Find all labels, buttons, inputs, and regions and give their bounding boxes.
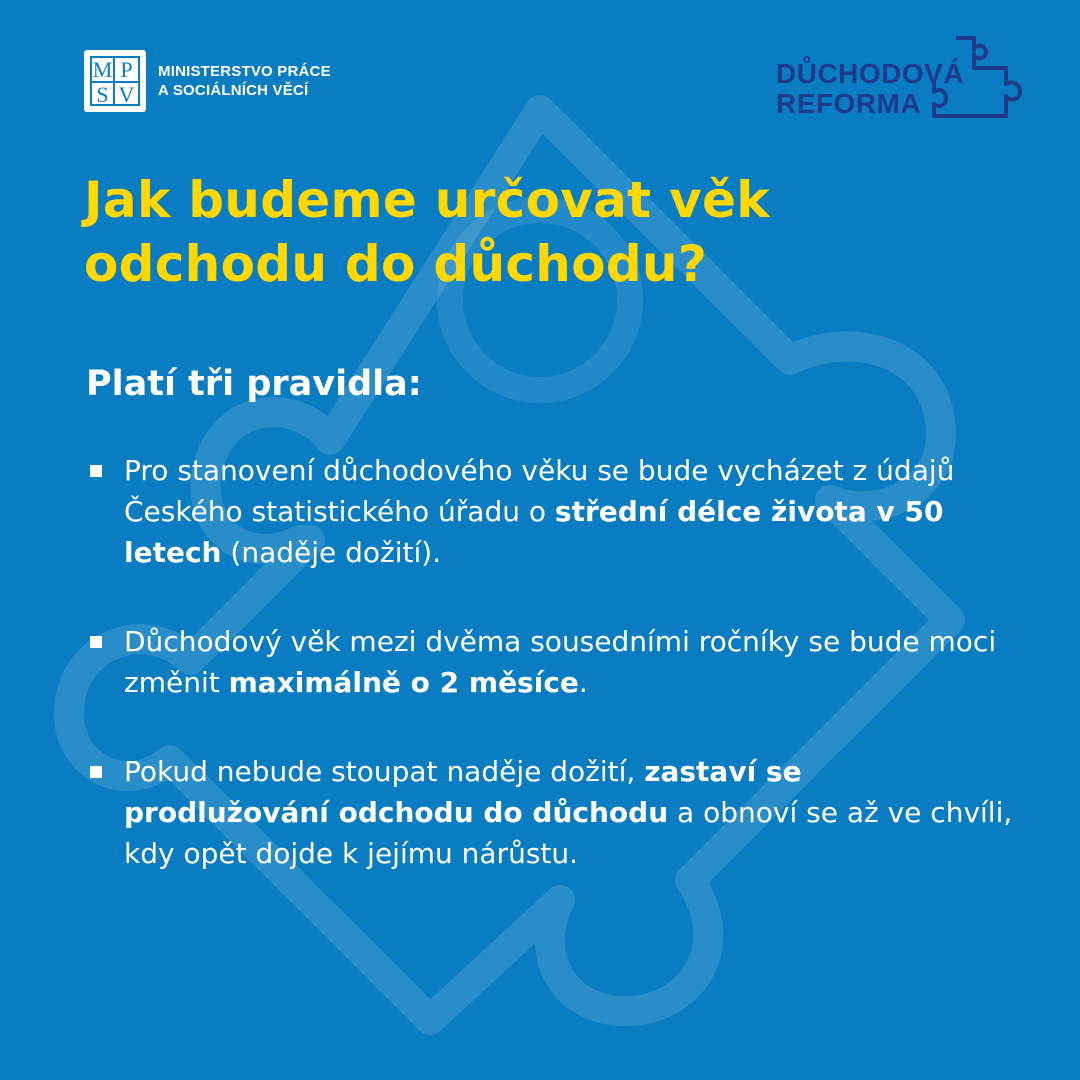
rule-item [86, 450, 1016, 573]
rules-list [86, 450, 1016, 922]
ministry-name-line1: MINISTERSTVO PRÁCE [158, 63, 331, 80]
logo-letter-m: M [92, 58, 115, 83]
rule-text: Důchodový věk mezi dvěma sousedními ročníky se bude moci změnit [124, 625, 997, 699]
ministry-brand [84, 50, 331, 112]
logo-letter-v: V [118, 82, 135, 107]
rule-text: Pro stanovení důchodového věku se bude vycházet z údajů Českého statistického úřadu o [124, 454, 955, 528]
square-bullet-icon [90, 766, 102, 778]
rule-text: Pokud nebude stoupat naděje dožití, [124, 755, 645, 788]
rule-emphasis: zastaví se prodlužování odchodu do důchodu [124, 755, 802, 829]
square-bullet-icon [90, 636, 102, 648]
title-line1: Jak budeme určovat věk [84, 171, 770, 229]
reform-line1: DŮCHODOVÁ [776, 58, 965, 89]
title-line2: odchodu do důchodu? [84, 235, 708, 293]
rule-text-end: a obnoví se až ve chvíli, kdy opět dojde k jejímu nárůstu. [124, 796, 1013, 870]
rule-text-end: (naděje dožití). [221, 536, 442, 569]
ministry-name [158, 62, 331, 100]
reform-line2: REFORMA [776, 88, 922, 119]
rule-item [86, 621, 1016, 703]
rule-emphasis: střední délce života v 50 letech [124, 495, 944, 569]
square-bullet-icon [90, 465, 102, 477]
logo-letter-s: S [92, 83, 115, 106]
reform-text [776, 59, 964, 119]
rules-heading: Platí tři pravidla: [86, 364, 422, 404]
header [84, 50, 1024, 130]
rule-item [86, 751, 1016, 874]
logo-letter-p: P [115, 58, 138, 83]
mpsv-logo [84, 50, 146, 112]
rule-emphasis: maximálně o 2 měsíce [228, 666, 579, 699]
pension-reform-logo [774, 30, 1024, 130]
page-title [84, 168, 984, 296]
rule-text-end: . [578, 666, 588, 699]
ministry-name-line2: A SOCIÁLNÍCH VĚCÍ [158, 82, 309, 99]
